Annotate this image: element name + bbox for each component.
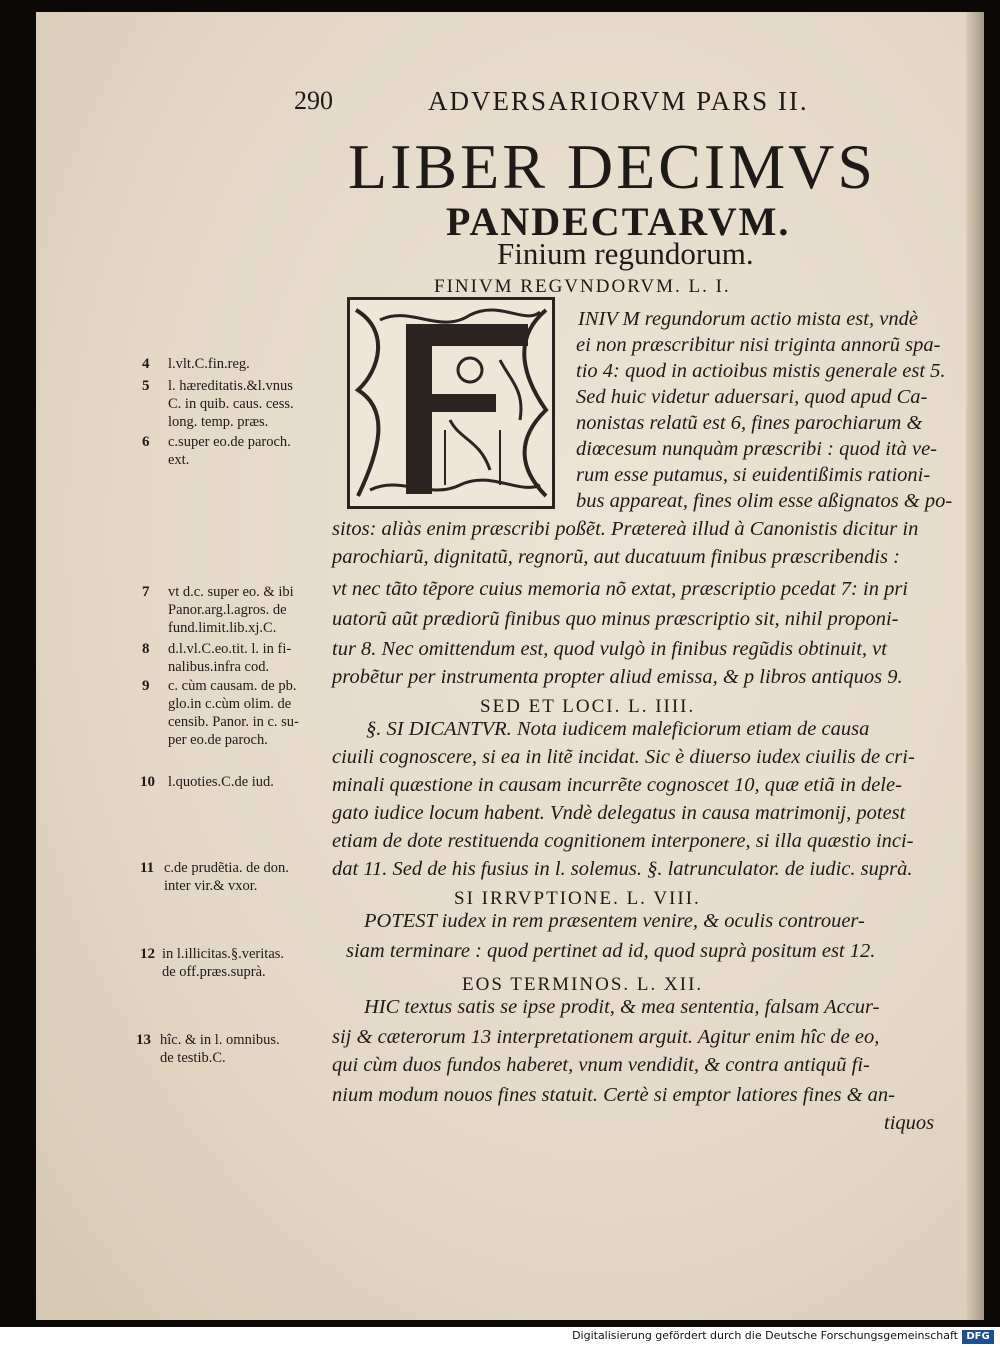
note-text: c.de prudẽtia. de don. [164,860,289,876]
text-line: dat 11. Sed de his fusius in l. solemus. §. latrunculator. de iudic. suprà. [332,858,913,880]
note-text: censib. Panor. in c. su- [168,714,299,730]
note-text: ext. [168,452,190,468]
note-text: c.super eo.de paroch. [168,434,291,450]
text-line: sitos: aliàs enim præscribi poßẽt. Prætereà illud à Canonistis dicitur in [332,518,919,540]
book-title: LIBER DECIMVS [348,131,876,202]
section-heading: FINIVM REGVNDORVM. L. I. [434,276,731,297]
note-text: l.vlt.C.fin.reg. [168,356,250,372]
text-line: sij & cæterorum 13 interpretationem arguit. Agitur enim hîc de eo, [332,1026,880,1048]
running-head: ADVERSARIORVM PARS II. [428,86,809,116]
footer-credit: Digitalisierung gefördert durch die Deutsche Forschungsgemeinschaft [572,1329,958,1342]
note-number: 4 [142,356,150,372]
section-heading: SI IRRVPTIONE. L. VIII. [454,888,701,909]
text-line: tur 8. Nec omittendum est, quod vulgò in finibus regũdis obtinuit, vt [332,638,887,660]
text-line: vt nec tãto tẽpore cuius memoria nõ extat, præscriptio pcedat 7: in pri [332,578,908,600]
text-line: tio 4: quod in actioibus mistis generale est 5. [576,360,946,382]
note-text: l.quoties.C.de iud. [168,774,274,790]
text-line: etiam de dote restituenda cognitionem interponere, si illa quæstio inci- [332,830,914,852]
text-line: ciuili cognoscere, si ea in litẽ incidat. Sic è diuerso iudex ciuilis de cri- [332,746,915,768]
ornamental-initial-f-icon [350,300,552,506]
text-line: Sed huic videtur aduersari, quod apud Ca- [576,386,928,408]
note-text: d.l.vl.C.eo.tit. l. in fi- [168,641,292,657]
note-text: inter vir.& vxor. [164,878,258,894]
note-text: de testib.C. [160,1050,226,1066]
note-number: 7 [142,584,150,600]
text-line: minali quæstione in causam incurrẽte cognoscet 10, quæ etiã in dele- [332,774,902,796]
note-text: C. in quib. caus. cess. [168,396,294,412]
note-text: fund.limit.lib.xj.C. [168,620,277,636]
decorated-initial [347,297,555,509]
text-line: tiquos [884,1112,935,1134]
page-gutter [966,12,984,1320]
note-text: l. hæreditatis.&l.vnus [168,378,293,394]
note-number: 8 [142,641,150,657]
note-number: 12 [140,946,155,962]
text-line: parochiarũ, dignitatũ, regnorũ, aut ducatuum finibus præscribendis : [332,546,900,568]
text-line: uatorũ aũt prædiorũ finibus quo minus præscriptio sit, nihil proponi- [332,608,899,630]
text-line: rum esse putamus, si euidentißimis rationi- [576,464,931,486]
note-number: 11 [140,860,155,876]
dfg-logo-icon: DFG [962,1330,994,1344]
note-number: 6 [142,434,150,450]
note-text: vt d.c. super eo. & ibi [168,584,294,600]
note-number: 9 [142,678,150,694]
book-subtitle: PANDECTARVM. [446,199,791,244]
page-number: 290 [294,86,333,115]
text-line: HIC textus satis se ipse prodit, & mea sententia, falsam Accur- [364,996,880,1018]
note-text: nalibus.infra cod. [168,659,270,675]
section-heading: EOS TERMINOS. L. XII. [462,974,704,995]
text-line: POTEST iudex in rem præsentem venire, & oculis controuer- [364,910,865,932]
book-page [36,12,984,1320]
text-line: INIV M regundorum actio mista est, vndè [578,308,918,330]
note-number: 13 [136,1032,151,1048]
text-line: siam terminare : quod pertinet ad id, quod suprà positum est 12. [346,940,876,962]
text-line: nium modum nouos fines statuit. Certè si emptor latiores fines & an- [332,1084,895,1106]
text-line: qui cùm duos fundos haberet, vnum vendidit, & contra antiquũ fi- [332,1054,870,1076]
section-heading: SED ET LOCI. L. IIII. [480,696,696,717]
text-line: diœcesum nunquàm præscribi : quod ità ve- [576,438,937,460]
text-line: bus appareat, fines olim esse aßignatos & po- [576,490,953,512]
note-text: long. temp. præs. [168,414,269,430]
digitization-footer [0,1327,1000,1347]
note-text: glo.in c.cùm olim. de [168,696,292,712]
note-text: c. cùm causam. de pb. [168,678,297,694]
note-number: 5 [142,378,150,394]
text-line: gato iudice locum habent. Vndè delegatus in causa matrimonij, potest [332,802,906,824]
note-text: per eo.de paroch. [168,732,268,748]
note-text: hîc. & in l. omnibus. [160,1032,280,1048]
note-text: in l.illicitas.§.veritas. [162,946,285,962]
text-line: ei non præscribitur nisi triginta annorũ spa- [576,334,941,356]
text-line: probẽtur per instrumenta propter aliud emissa, & p libros antiquos 9. [332,666,903,688]
note-number: 10 [140,774,155,790]
text-line: nonistas relatũ est 6, fines parochiarum & [576,412,923,434]
note-text: Panor.arg.l.agros. de [168,602,287,618]
text-line: §. SI DICANTVR. Nota iudicem maleficiorum etiam de causa [366,718,870,740]
note-text: de off.præs.suprà. [162,964,266,980]
chapter-title: Finium regundorum. [497,236,754,271]
